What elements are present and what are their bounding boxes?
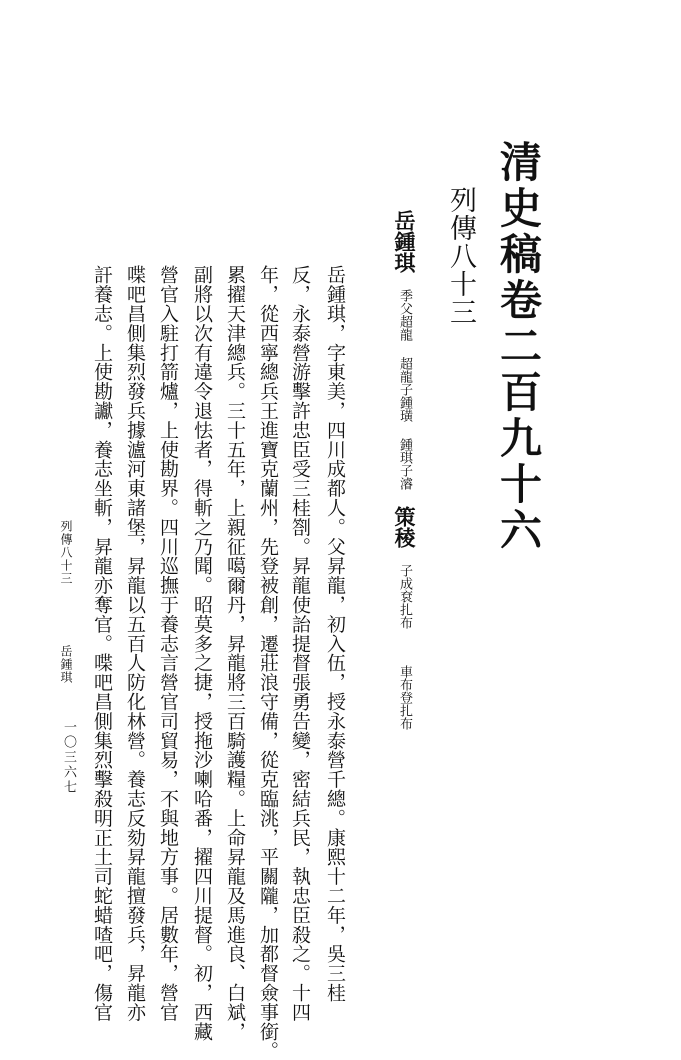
volume-title: 清史稿卷二百九十六 [494,140,543,554]
text-column-6: 營官入駐打箭爐，上使勘界。四川巡撫于養志言營官司貿易，不與地方事。居數年，營官 [157,265,179,1022]
text-column-7: 喋吧昌側集烈發兵據瀘河東諸堡，昇龍以五百人防化林營。養志反劾昇龍擅發兵，昇龍亦 [124,265,146,1022]
margin-running-head [60,520,72,684]
text-column-3: 年，從西寧總兵王進寶克蘭州，先登被創，遷莊浪守備，從克臨洮，平關隴，加都督僉事銜。 [257,265,279,1060]
margin-name: 岳鍾琪 [59,645,73,684]
biography-heading [394,210,415,730]
text-column-8: 訐養志。上使勘讞，養志坐斬，昇龍亦奪官。喋吧昌側集烈擊殺明正土司蛇蜡喳吧，傷官 [91,265,113,1022]
text-column-5: 副將以次有違令退怯者，得斬之乃聞。昭莫多之捷，授拖沙喇哈番，擢四川提督。初，西藏 [191,265,213,1041]
heading-note-4: 子成袞扎布 [397,564,412,629]
text-column-1: 岳鍾琪，字東美，四川成都人。父昇龍，初入伍，授永泰營千總。康熙十二年，吳三桂 [324,265,346,1003]
heading-note-3: 鍾琪子濬 [397,438,412,490]
biography-subtitle: 列傳八十三 [445,186,476,326]
heading-note-2: 超龍子鍾璜 [397,357,412,422]
heading-note-5: 車布登扎布 [397,665,412,730]
margin-volume: 列傳八十三 [59,520,73,585]
text-column-4: 累擢天津總兵。三十五年，上親征噶爾丹，昇龍將三百騎護糧。上命昇龍及馬進良、白斌， [224,265,246,1041]
text-column-2: 反，永泰營游擊許忠臣受三桂劄。昇龍使詒提督張勇告變，密結兵民，執忠臣殺之。十四 [289,265,311,1022]
heading-note-1: 季父超龍 [397,289,412,341]
heading-name-2: 策稜 [392,506,417,548]
page-number: 一〇三六七 [61,720,76,795]
heading-name-1: 岳鍾琪 [392,210,417,273]
